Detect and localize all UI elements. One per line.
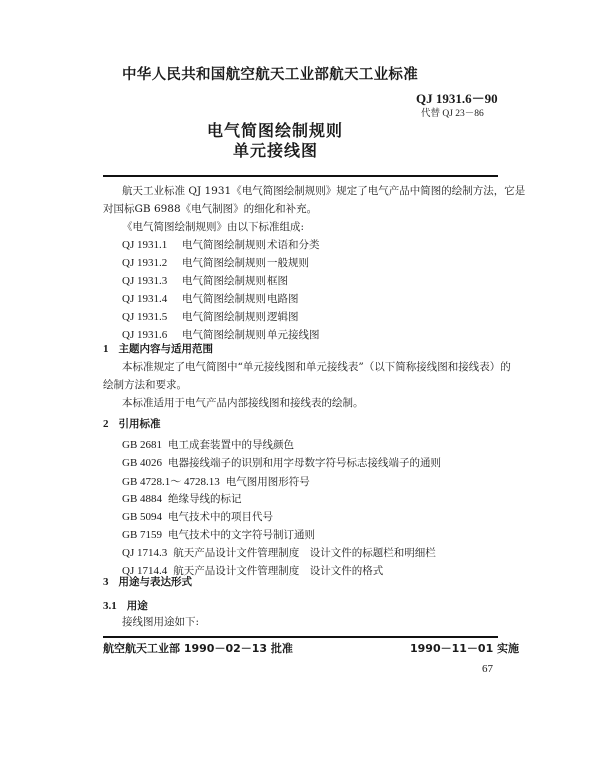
section-3-1-heading	[103, 598, 148, 613]
series-item	[122, 291, 299, 306]
section-1-paragraph1-line1: 本标准规定了电气简图中“单元接线图和单元接线表”（以下简称接线图和接线表）的	[122, 361, 511, 373]
series-item	[122, 237, 320, 252]
series-name: 电气简图绘制规则	[182, 275, 266, 287]
intro-paragraph1-line2: 对国标GB 6988《电气制图》的细化和补充。	[103, 203, 318, 215]
header-divider	[103, 175, 498, 177]
series-part: 电路图	[267, 293, 299, 305]
section-number: 3.1	[103, 600, 117, 612]
series-name: 电气简图绘制规则	[182, 329, 266, 341]
reference-item	[122, 491, 242, 506]
page-number: 67	[482, 663, 493, 675]
series-name: 电气简图绘制规则	[182, 239, 266, 251]
document-title-line1: 电气简图绘制规则	[207, 121, 344, 140]
series-code: QJ 1931.3	[122, 275, 168, 287]
section-number: 1	[103, 343, 109, 355]
reference-code: GB 4728.1～ 4728.13	[122, 476, 220, 488]
section-title: 用途	[126, 600, 148, 612]
reference-title: 电器接线端子的识别和用字母数字符号标志接线端子的通则	[168, 457, 442, 469]
series-name: 电气简图绘制规则	[182, 293, 266, 305]
reference-code: GB 4026	[122, 457, 163, 469]
reference-title: 电工成套装置中的导线颜色	[168, 439, 295, 451]
series-item	[122, 255, 309, 270]
series-code: QJ 1931.1	[122, 239, 168, 251]
reference-item	[122, 473, 310, 489]
section-3-heading	[103, 574, 192, 589]
reference-item	[122, 437, 294, 452]
standard-number: QJ 1931.6－90	[416, 91, 498, 106]
series-item	[122, 327, 320, 342]
reference-code: QJ 1714.3	[122, 547, 168, 559]
series-part: 单元接线图	[267, 329, 320, 341]
reference-title: 航天产品设计文件管理制度 设计文件的标题栏和明细栏	[173, 547, 436, 559]
reference-code: GB 7159	[122, 529, 163, 541]
section-1-paragraph1-line2: 绘制方法和要求。	[103, 379, 187, 391]
series-part: 逻辑图	[267, 311, 299, 323]
section-title: 主题内容与适用范围	[118, 343, 213, 355]
series-name: 电气简图绘制规则	[182, 257, 266, 269]
intro-paragraph2: 《电气简图绘制规则》由以下标准组成:	[122, 221, 305, 233]
section-title: 引用标准	[118, 418, 161, 430]
series-part: 框图	[267, 275, 288, 287]
reference-code: GB 2681	[122, 439, 163, 451]
section-number: 2	[103, 418, 109, 430]
series-code: QJ 1931.2	[122, 257, 168, 269]
series-code: QJ 1931.4	[122, 293, 168, 305]
reference-title: 电气图用图形符号	[225, 476, 310, 488]
series-code: QJ 1931.5	[122, 311, 168, 323]
reference-code: GB 4884	[122, 493, 163, 505]
section-number: 3	[103, 576, 109, 588]
series-part: 一般规则	[267, 257, 309, 269]
implementation-date: 1990－11－01 实施	[410, 642, 520, 655]
series-part: 术语和分类	[267, 239, 320, 251]
issuing-organization: 中华人民共和国航空航天工业部航天工业标准	[122, 67, 418, 83]
footer-divider	[103, 636, 498, 638]
reference-code: QJ 1714.4	[122, 565, 168, 577]
reference-title: 绝缘导线的标记	[168, 493, 242, 505]
series-name: 电气简图绘制规则	[182, 311, 266, 323]
series-code: QJ 1931.6	[122, 329, 168, 341]
reference-title: 电气技术中的文字符号制订通则	[168, 529, 316, 541]
section-1-heading	[103, 341, 213, 356]
reference-item	[122, 527, 315, 542]
section-1-paragraph2: 本标准适用于电气产品内部接线图和接线表的绘制。	[122, 397, 364, 409]
section-title: 用途与表达形式	[118, 576, 192, 588]
replaces-standard: 代替 QJ 23－86	[421, 109, 484, 119]
section-2-heading	[103, 416, 161, 431]
reference-item	[122, 455, 441, 470]
document-title-line2: 单元接线图	[233, 141, 319, 160]
series-item	[122, 273, 288, 288]
reference-title: 航天产品设计文件管理制度 设计文件的格式	[173, 565, 384, 577]
reference-item	[122, 509, 273, 524]
reference-title: 电气技术中的项目代号	[168, 511, 274, 523]
section-3-1-text: 接线图用途如下:	[122, 616, 200, 628]
series-item	[122, 309, 299, 324]
reference-code: GB 5094	[122, 511, 163, 523]
reference-item	[122, 545, 436, 560]
approval-date: 航空航天工业部 1990－02－13 批准	[103, 642, 293, 655]
intro-paragraph1-line1: 航天工业标准 QJ 1931《电气简图绘制规则》规定了电气产品中简图的绘制方法，它是	[122, 185, 526, 197]
